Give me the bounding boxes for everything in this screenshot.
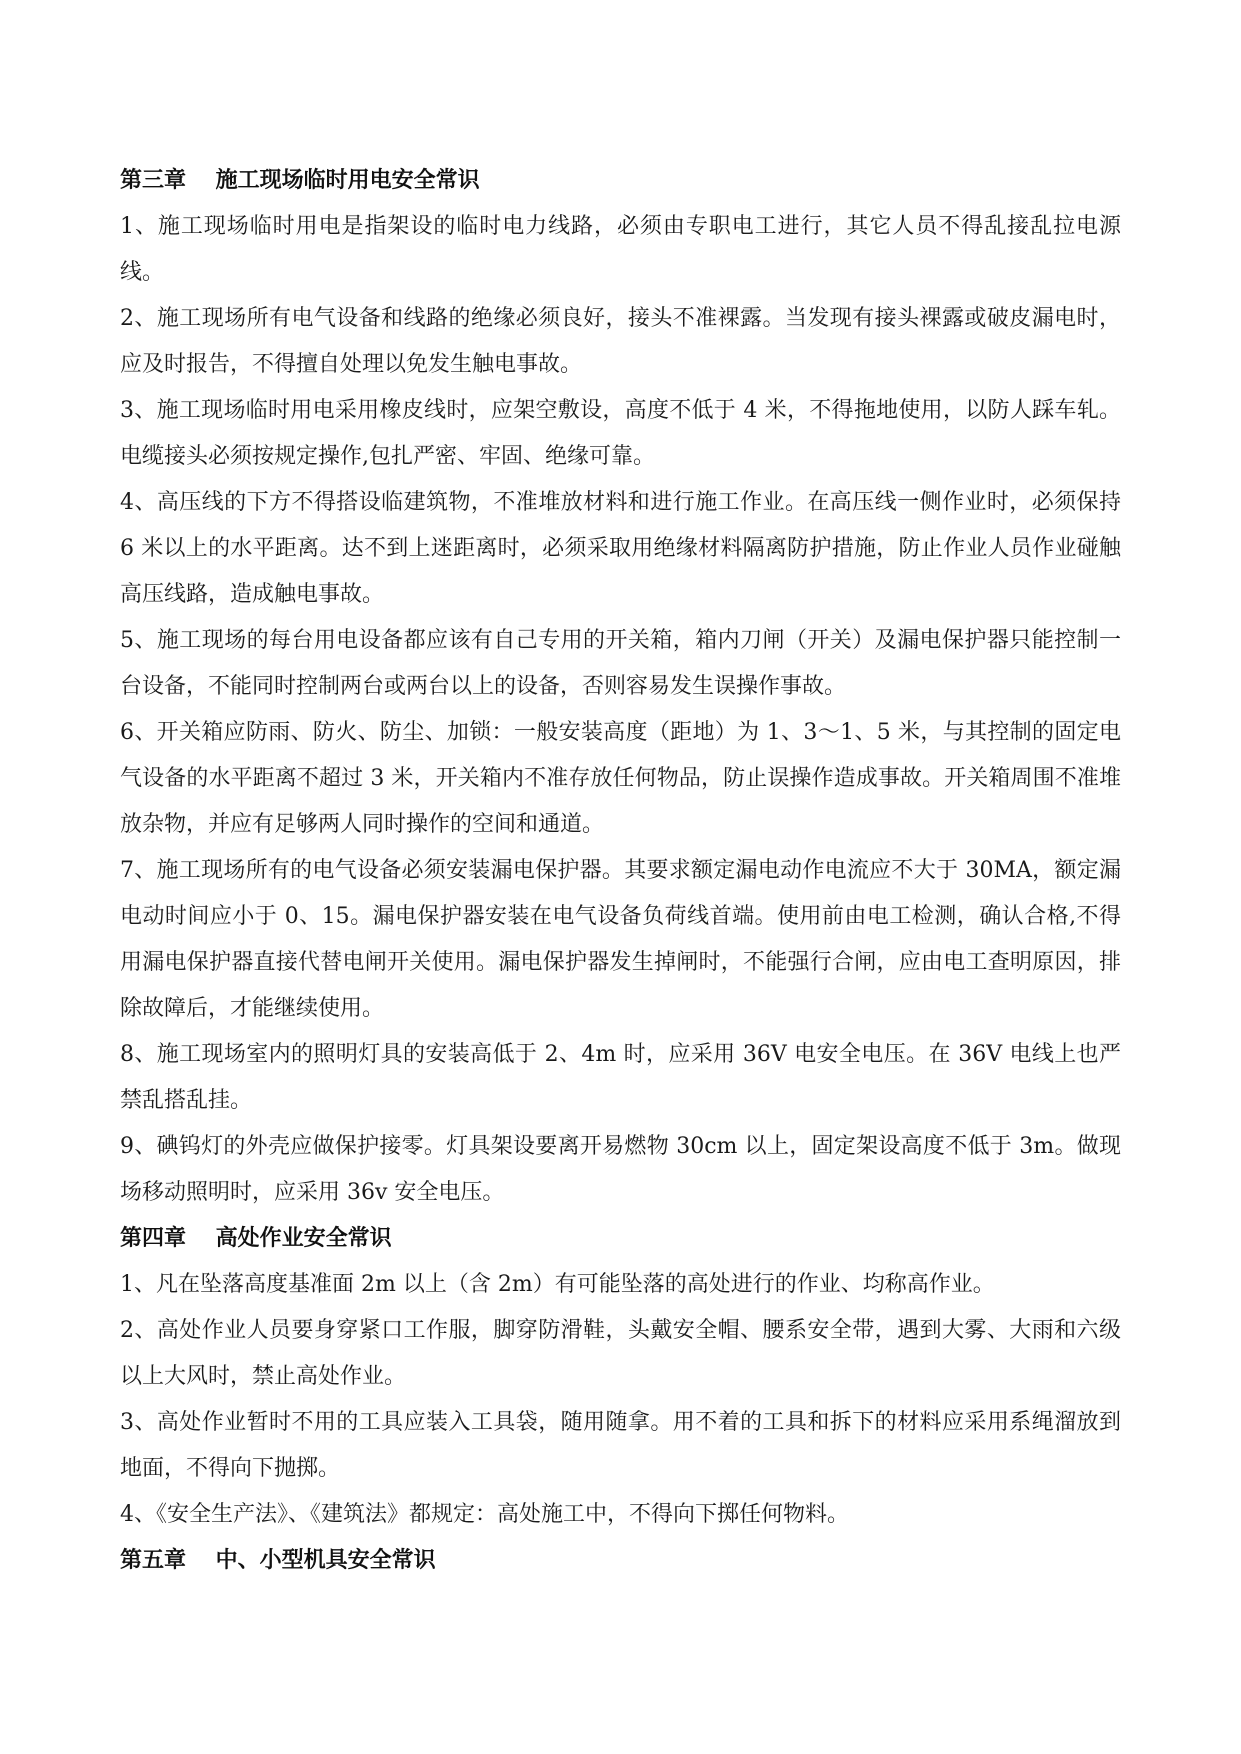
chapter-3-item-8: 8、施工现场室内的照明灯具的安装高低于 2、4m 时，应采用 36V 电安全电压。在 36V 电线上也严禁乱搭乱挂。 [120, 1042, 1121, 1113]
chapter-4-item-4: 4、《安全生产法》、《建筑法》都规定：高处施工中，不得向下掷任何物料。 [120, 1502, 849, 1527]
chapter-3-item-5: 5、施工现场的每台用电设备都应该有自己专用的开关箱，箱内刀闸（开关）及漏电保护器只能控制一台设备，不能同时控制两台或两台以上的设备，否则容易发生误操作事故。 [120, 628, 1121, 699]
chapter-3-item-3: 3、施工现场临时用电采用橡皮线时，应架空敷设，高度不低于 4 米，不得拖地使用，以防人踩车轧。电缆接头必须按规定操作,包扎严密、牢固、绝缘可靠。 [120, 398, 1121, 469]
chapter-4-heading: 第四章 高处作业安全常识 [120, 1226, 392, 1251]
chapter-4-item-2: 2、高处作业人员要身穿紧口工作服，脚穿防滑鞋，头戴安全帽、腰系安全带，遇到大雾、大雨和六级以上大风时，禁止高处作业。 [120, 1318, 1121, 1389]
chapter-3-item-7: 7、施工现场所有的电气设备必须安装漏电保护器。其要求额定漏电动作电流应不大于 30MA，额定漏电动时间应小于 0、15。漏电保护器安装在电气设备负荷线首端。使用前由电工检测，确认合格,不得用漏电保护器直接代替电闸开关使用。漏电保护器发生掉闸时，不能强行合闸，应由电工查明原因，排除故障后，才能继续使用。 [120, 858, 1121, 1021]
chapter-3-item-9: 9、碘钨灯的外壳应做保护接零。灯具架设要离开易燃物 30cm 以上，固定架设高度不低于 3m。做现场移动照明时，应采用 36v 安全电压。 [120, 1134, 1121, 1205]
chapter-3-item-6: 6、开关箱应防雨、防火、防尘、加锁：一般安装高度（距地）为 1、3～1、5 米，与其控制的固定电气设备的水平距离不超过 3 米，开关箱内不准存放任何物品，防止误操作造成事故。开关箱周围不准堆放杂物，并应有足够两人同时操作的空间和通道。 [120, 720, 1121, 837]
chapter-4-item-1: 1、凡在坠落高度基准面 2m 以上（含 2m）有可能坠落的高处进行的作业、均称高作业。 [120, 1272, 995, 1297]
chapter-3-item-2: 2、施工现场所有电气设备和线路的绝缘必须良好，接头不准裸露。当发现有接头裸露或破皮漏电时，应及时报告，不得擅自处理以免发生触电事故。 [120, 306, 1121, 377]
chapter-3-item-4: 4、高压线的下方不得搭设临建筑物，不准堆放材料和进行施工作业。在高压线一侧作业时，必须保持 6 米以上的水平距离。达不到上迷距离时，必须采取用绝缘材料隔离防护措施，防止作业人员作业碰触高压线路，造成触电事故。 [120, 490, 1121, 607]
document-body [120, 158, 1121, 1584]
chapter-3-heading: 第三章 施工现场临时用电安全常识 [120, 168, 480, 193]
chapter-3-item-1: 1、施工现场临时用电是指架设的临时电力线路，必须由专职电工进行，其它人员不得乱接乱拉电源线。 [120, 214, 1121, 285]
chapter-5-heading: 第五章 中、小型机具安全常识 [120, 1548, 436, 1573]
chapter-4-item-3: 3、高处作业暂时不用的工具应装入工具袋，随用随拿。用不着的工具和拆下的材料应采用系绳溜放到地面，不得向下抛掷。 [120, 1410, 1121, 1481]
